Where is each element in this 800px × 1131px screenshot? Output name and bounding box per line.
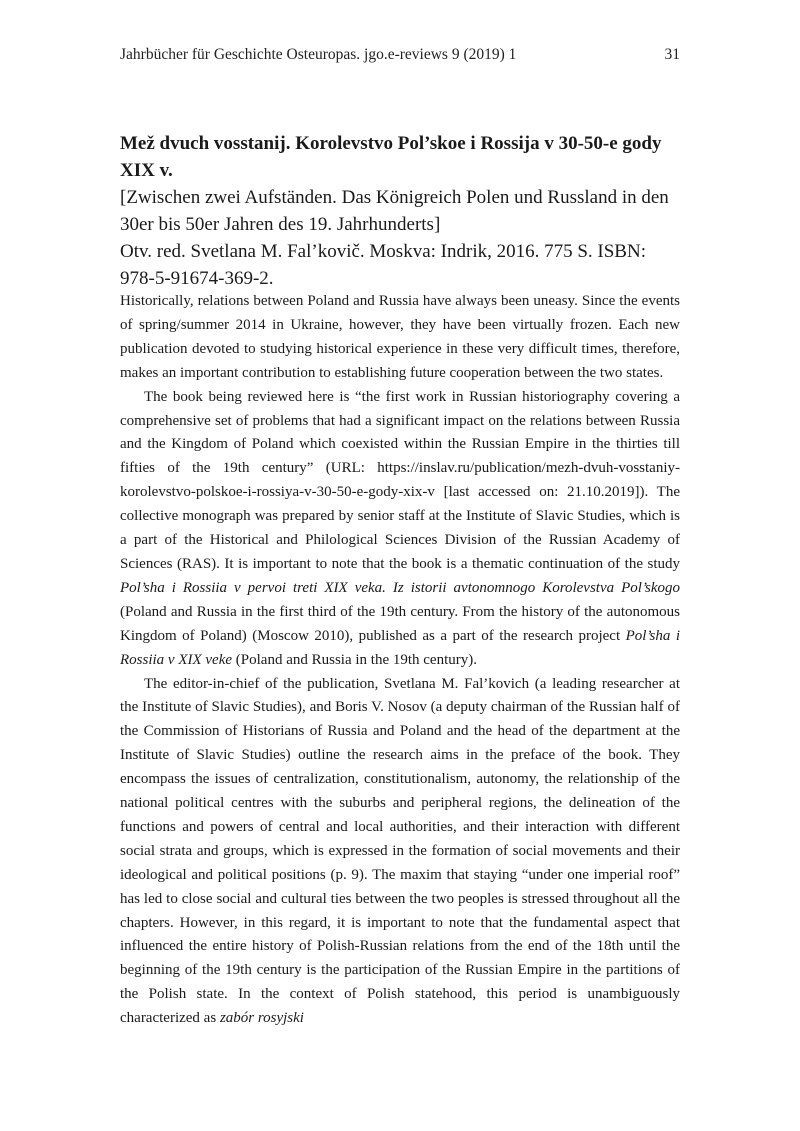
journal-name: Jahrbücher für Geschichte Osteuropas. jgo.e-reviews 9 (2019) 1 xyxy=(120,46,517,63)
title-translation: [Zwischen zwei Aufständen. Das Königreich Polen und Russland in den 30er bis 50er Jahren des 19. Jahrhunderts] xyxy=(120,187,669,235)
italic-term: zabór rosyjski xyxy=(219,1010,304,1027)
paragraph-3-text-1: The editor-in-chief of the publication, Svetlana M. Fal’kovich (a leading researcher at the Institute of Slavic Studies), and Boris V. Nosov (a deputy chairman of the Russian half of the Commission of Historians of Russia and Poland and the head of the department at the Institute of Slavic Studies) outline the research aims in the preface of the book. They encompass the issues of centralization, constitutionalism, autonomy, the relationship of the national political centres with the suburbs and peripheral regions, the delineation of the functions and powers of central and local authorities, and their interaction with different social strata and groups, which is expressed in the formation of social movements and their ideological and political positions (p. 9). The maxim that staying “under one imperial roof” has led to close social and cultural ties between the two peoples is stressed throughout all the chapters. However, in this regard, it is important to note that the fundamental aspect that influenced the entire history of Polish-Russian relations from the end of the 18th until the beginning of the 19th century is the participation of the Russian Empire in the partitions of the Polish state. In the context of Polish statehood, this period is unambiguously characterized as xyxy=(120,675,680,1027)
paragraph-2-text-3: (Poland and Russia in the 19th century). xyxy=(232,651,477,668)
cited-title-1: Pol’sha i Rossiia v pervoi treti XIX veka. Iz istorii avtonomnogo Korolevstva Pol’skogo xyxy=(120,579,680,596)
paragraph-2-text-2: (Poland and Russia in the first third of the 19th century. From the history of the autonomous Kingdom of Poland) (Moscow 2010), published as a part of the research project xyxy=(120,603,680,644)
cited-title-2: Pol’sha i Rossiia v XIX veke xyxy=(120,627,680,668)
paragraph-2 xyxy=(120,386,680,673)
bibliographic-details: Otv. red. Svetlana M. Fal’kovič. Moskva: Indrik, 2016. 775 S. ISBN: 978-5-91674-369-2. xyxy=(120,241,646,289)
paragraph-2-text-1: The book being reviewed here is “the first work in Russian historiography covering a comprehensive set of problems that had a significant impact on the relations between Russia and the Kingdom of Poland which coexisted within the Russian Empire in the thirties till fifties of the 19th century” (URL: https://inslav.ru/publication/mezh-dvuh-vosstaniy-korolevstvo-polskoe-i-rossiya-v-30-50-e-gody-xix-v [last accessed on: 21.10.2019]). The collective monograph was prepared by senior staff at the Institute of Slavic Studies, which is a part of the Historical and Philological Sciences Division of the Russian Academy of Sciences (RAS). It is important to note that the book is a thematic continuation of the study xyxy=(120,388,680,572)
book-title: Mež dvuch vosstanij. Korolevstvo Pol’skoe i Rossija v 30-50-e gody XIX v. xyxy=(120,133,662,181)
paragraph-3 xyxy=(120,673,680,1032)
review-heading xyxy=(120,130,680,292)
page-number: 31 xyxy=(664,46,680,63)
review-body xyxy=(120,290,680,1031)
running-header xyxy=(120,46,680,64)
paragraph-1: Historically, relations between Poland and Russia have always been uneasy. Since the events of spring/summer 2014 in Ukraine, however, they have been virtually frozen. Each new publication devoted to studying historical experience in these very difficult times, therefore, makes an important contribution to establishing future cooperation between the two states. xyxy=(120,293,680,381)
